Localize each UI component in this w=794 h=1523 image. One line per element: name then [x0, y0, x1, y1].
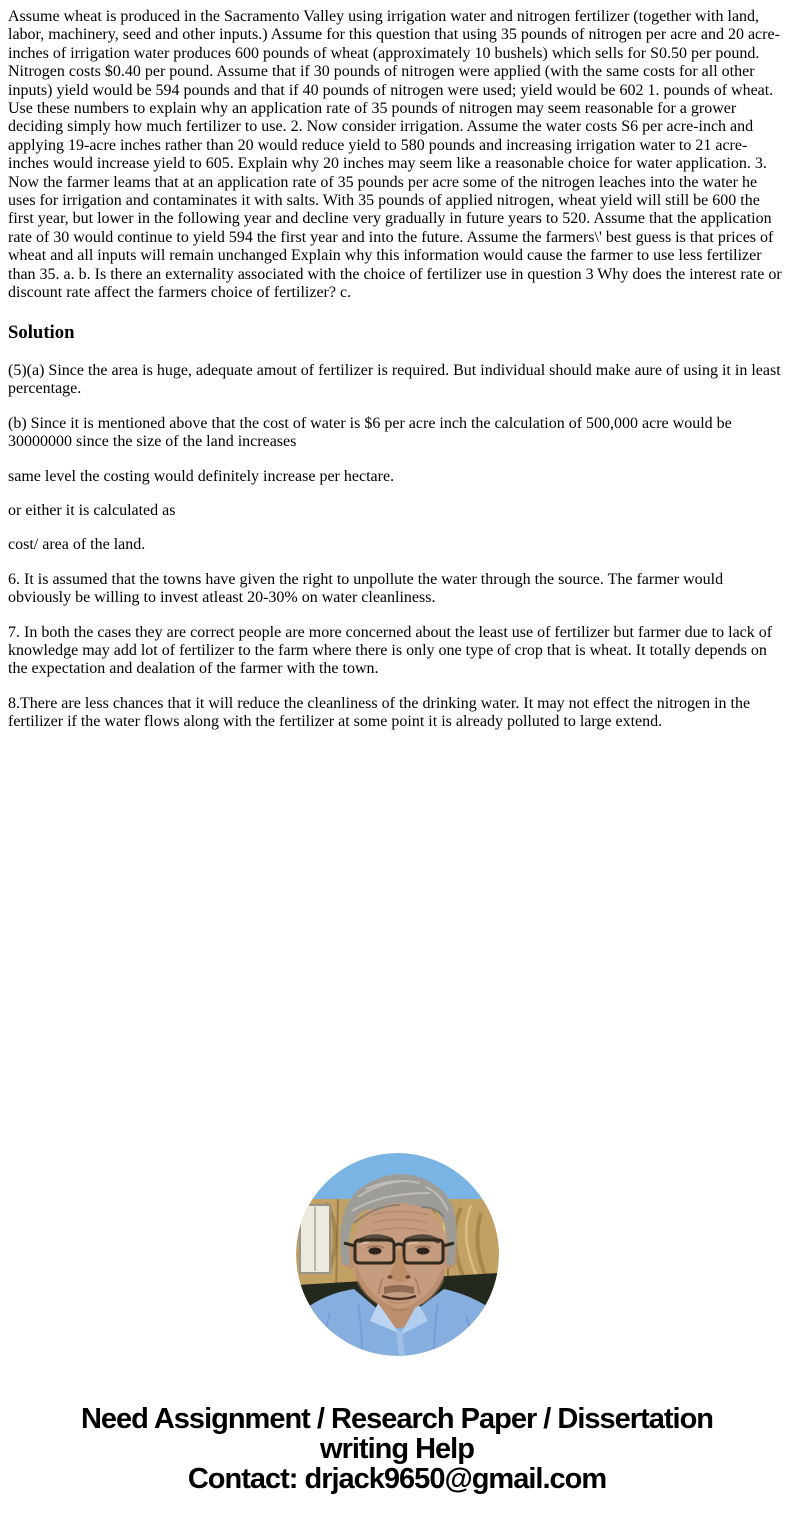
- footer-contact-email: Contact: drjack9650@gmail.com: [187, 1462, 607, 1495]
- question-text: Assume wheat is produced in the Sacramento Valley using irrigation water and nitrogen fertilizer (together with land, labor, machinery, seed and other inputs.) Assume for this question that using 35 pounds of nitrogen per acre and 20 acre-inches of irrigation water produces 600 pounds of wheat (approximately 10 bushels) which sells for S0.50 per pound. Nitrogen costs $0.40 per pound. Assume that if 30 pounds of nitrogen were applied (with the same costs for all other inputs) yield would be 594 pounds and that if 40 pounds of nitrogen were used; yield would be 602 1. pounds of wheat. Use these numbers to explain why an application rate of 35 pounds of nitrogen may seem reasonable for a grower deciding simply how much fertilizer to use. 2. Now consider irrigation. Assume the water costs S6 per acre-inch and applying 19-acre inches rather than 20 would reduce yield to 580 pounds and increasing irrigation water to 21 acre-inches would increase yield to 605. Explain why 20 inches may seem like a reasonable choice for water application. 3. Now the farmer leams that at an application rate of 35 pounds per acre some of the nitrogen leaches into the water he uses for irrigation and contaminates it with salts. With 35 pounds of applied nitrogen, wheat yield will still be 600 the first year, but lower in the following year and decline very gradually in future years to 520. Assume that the application rate of 30 would continue to yield 594 the first year and into the future. Assume the farmers\' best guess is that prices of wheat and all inputs will remain unchanged Explain why this information would cause the farmer to use less fertilizer than 35. a. b. Is there an externality associated with the choice of fertilizer use in question 3 Why does the interest rate or discount rate affect the farmers choice of fertilizer? c.: [8, 8, 782, 302]
- solution-paragraph-7: 7. In both the cases they are correct people are more concerned about the least use of fertilizer but farmer due to lack of knowledge may add lot of fertilizer to the farm where there is only one type of crop that is wheat. It totally depends on the expectation and dealation of the farmer with the town.: [8, 623, 773, 678]
- blank-space: [8, 748, 786, 1153]
- solution-paragraph-8: 8.There are less chances that it will reduce the cleanliness of the drinking water. It may not effect the nitrogen in the fertilizer if the water flows along with the fertilizer at some point it is already polluted to large extend.: [8, 694, 751, 731]
- footer-banner: [8, 1404, 786, 1494]
- document-page: [8, 8, 786, 1494]
- solution-paragraph-3: same level the costing would definitely increase per hectare.: [8, 467, 395, 485]
- solution-paragraph-4: or either it is calculated as: [8, 502, 176, 520]
- profile-photo: [296, 1153, 499, 1356]
- solution-paragraph-5: cost/ area of the land.: [8, 536, 146, 554]
- solution-paragraph-2: (b) Since it is mentioned above that the cost of water is $6 per acre inch the calculation of 500,000 acre would be 30000000 since the size of the land increases: [8, 414, 732, 451]
- solution-paragraph-1: (5)(a) Since the area is huge, adequate amout of fertilizer is required. But individual should make aure of using it in least percentage.: [8, 362, 781, 398]
- footer-help-line-2: writing Help: [320, 1432, 474, 1465]
- solution-paragraph-6: 6. It is assumed that the towns have given the right to unpollute the water through the source. The farmer would obviously be willing to invest atleast 20-30% on water cleanliness.: [8, 570, 724, 607]
- footer-help-line-1: Need Assignment / Research Paper / Dissertation: [80, 1402, 714, 1435]
- profile-photo-illustration: [296, 1153, 499, 1356]
- solution-heading: Solution: [8, 321, 75, 343]
